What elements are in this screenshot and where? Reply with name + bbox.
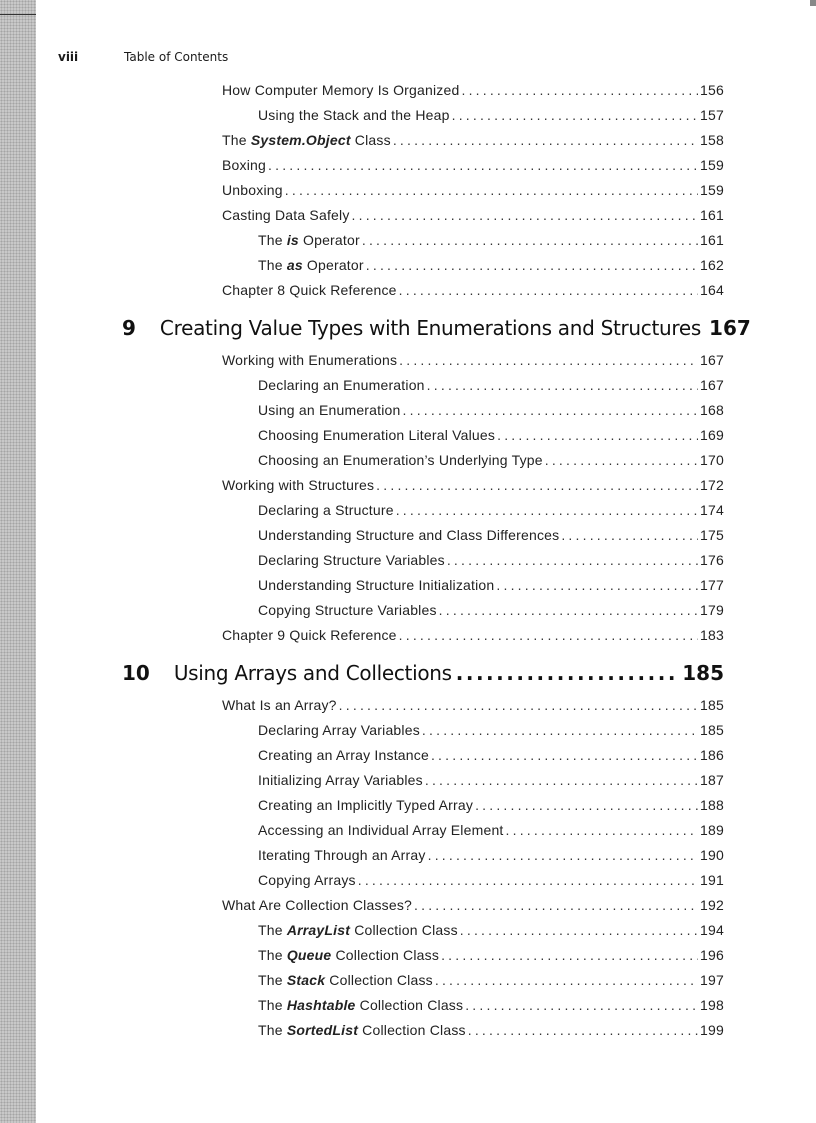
dot-leader — [352, 207, 699, 223]
toc-entry-page: 169 — [700, 427, 724, 443]
toc-entry-title: What Is an Array? — [222, 697, 337, 713]
dot-leader — [452, 107, 698, 123]
chapter-page: 167 — [709, 316, 751, 340]
toc-entry-title-prefix: The — [258, 257, 287, 273]
toc-entry-title-prefix: The — [258, 947, 287, 963]
toc-entry-page: 179 — [700, 602, 724, 618]
toc-entry-title-suffix: Class — [350, 132, 391, 148]
toc-entry — [258, 552, 724, 568]
toc-entry-page: 189 — [700, 822, 724, 838]
toc-entry-title-prefix: The — [258, 922, 287, 938]
toc-entry-title: Unboxing — [222, 182, 283, 198]
toc-entry — [258, 577, 724, 593]
toc-entry-title-prefix: The — [258, 232, 287, 248]
dot-leader — [425, 772, 698, 788]
dot-leader — [460, 922, 698, 938]
page-edge-strip — [0, 0, 36, 1123]
toc-entry-title: Using an Enumeration — [258, 402, 401, 418]
dot-leader — [496, 577, 698, 593]
dot-leader — [456, 661, 678, 685]
toc-entry — [258, 822, 724, 838]
dot-leader — [465, 997, 698, 1013]
toc-entry — [258, 452, 724, 468]
toc-entry — [258, 972, 724, 988]
toc-entry-title: Declaring a Structure — [258, 502, 394, 518]
dot-leader — [447, 552, 698, 568]
toc-entry — [258, 527, 724, 543]
dot-leader — [427, 377, 698, 393]
toc-entry-page: 186 — [700, 747, 724, 763]
toc-entry — [258, 1022, 724, 1038]
running-header — [58, 50, 228, 64]
toc-entry-title-suffix: Collection Class — [325, 972, 433, 988]
dot-leader — [399, 282, 698, 298]
toc-entry-title — [258, 997, 463, 1013]
dot-leader — [497, 427, 698, 443]
toc-entry-title: Declaring an Enumeration — [258, 377, 425, 393]
toc-entry — [222, 352, 724, 368]
dot-leader — [396, 502, 698, 518]
toc-entry-page: 167 — [700, 352, 724, 368]
toc-entry — [258, 797, 724, 813]
toc-entry-page: 177 — [700, 577, 724, 593]
toc-entry-page: 164 — [700, 282, 724, 298]
toc-entry — [258, 502, 724, 518]
toc-entry-page: 191 — [700, 872, 724, 888]
toc-entry-title: Boxing — [222, 157, 267, 173]
toc-entry-title-prefix: The — [258, 1022, 287, 1038]
dot-leader — [393, 132, 698, 148]
toc-entry — [258, 772, 724, 788]
toc-entry-page: 187 — [700, 772, 724, 788]
dot-leader — [545, 452, 698, 468]
dot-leader — [376, 477, 698, 493]
toc-entry-title-suffix: Operator — [302, 257, 364, 273]
toc-entry — [222, 477, 724, 493]
toc-entry — [258, 602, 724, 618]
corner-mark — [810, 0, 816, 6]
toc-entry-title: Working with Enumerations — [222, 352, 398, 368]
chapter-title: Using Arrays and Collections — [173, 661, 452, 685]
dot-leader — [561, 527, 698, 543]
toc-entry-page: 161 — [700, 207, 724, 223]
dot-leader — [403, 402, 699, 418]
toc-entry-title-prefix: The — [222, 132, 251, 148]
dot-leader — [441, 947, 698, 963]
chapter-number: 9 — [122, 316, 136, 340]
toc-entry-title: Creating an Array Instance — [258, 747, 429, 763]
dot-leader — [399, 352, 698, 368]
toc-entry-title: Iterating Through an Array — [258, 847, 426, 863]
toc-entry-title — [258, 947, 439, 963]
toc-entry — [222, 82, 724, 98]
toc-entry-title-suffix: Collection Class — [355, 997, 464, 1013]
toc-entry-keyword: ArrayList — [286, 922, 351, 938]
toc-entry — [222, 282, 724, 298]
toc-entry-page: 172 — [700, 477, 724, 493]
toc-entry-title: Understanding Structure and Class Differences — [258, 527, 560, 543]
toc-entry-page: 198 — [700, 997, 724, 1013]
toc-entry-page: 159 — [700, 182, 724, 198]
header-title: Table of Contents — [124, 50, 229, 64]
toc-entry-keyword: Queue — [286, 947, 332, 963]
chapter-heading — [122, 316, 751, 340]
toc-entry — [222, 132, 724, 148]
chapter-number: 10 — [122, 661, 150, 685]
toc-entry-page: 158 — [700, 132, 724, 148]
dot-leader — [399, 627, 698, 643]
toc-entry-page: 183 — [700, 627, 724, 643]
dot-leader — [439, 602, 698, 618]
toc-entry-title: Accessing an Individual Array Element — [258, 822, 504, 838]
toc-entry — [258, 947, 724, 963]
toc-entry — [222, 897, 724, 913]
toc-entry-title: How Computer Memory Is Organized — [222, 82, 460, 98]
dot-leader — [431, 747, 698, 763]
toc-entry — [258, 427, 724, 443]
toc-entry-title: Declaring Array Variables — [258, 722, 420, 738]
corner-rule — [0, 14, 36, 15]
toc-entry-title: What Are Collection Classes? — [222, 897, 413, 913]
toc-entry-title-suffix: Collection Class — [358, 1022, 466, 1038]
toc-entry-title-prefix: The — [258, 997, 287, 1013]
dot-leader — [358, 872, 698, 888]
toc-entry-page: 170 — [700, 452, 724, 468]
toc-entry-title — [258, 232, 360, 248]
toc-entry-page: 190 — [700, 847, 724, 863]
toc-entry-title-suffix: Collection Class — [350, 922, 458, 938]
chapter-title: Creating Value Types with Enumerations and Structures — [159, 316, 702, 340]
toc-entry-page: 159 — [700, 157, 724, 173]
dot-leader — [461, 82, 698, 98]
toc-entry-title: Chapter 9 Quick Reference — [222, 627, 397, 643]
toc-entry-page: 199 — [700, 1022, 724, 1038]
toc-entry — [258, 377, 724, 393]
toc-entry — [258, 107, 724, 123]
toc-entry-title — [258, 1022, 466, 1038]
toc-entry-title: Choosing Enumeration Literal Values — [258, 427, 496, 443]
dot-leader — [468, 1022, 698, 1038]
toc-entry-keyword: is — [286, 232, 299, 248]
toc-entry-title-prefix: The — [258, 972, 287, 988]
toc-entry — [222, 627, 724, 643]
toc-entry — [258, 872, 724, 888]
toc-entry-title — [258, 922, 458, 938]
toc-entry — [258, 847, 724, 863]
toc-entry — [222, 157, 724, 173]
toc-entry-page: 161 — [700, 232, 724, 248]
dot-leader — [435, 972, 698, 988]
toc-entry — [258, 232, 724, 248]
dot-leader — [428, 847, 698, 863]
toc-entry-title: Initializing Array Variables — [258, 772, 423, 788]
dot-leader — [285, 182, 698, 198]
toc-entry-title-suffix: Operator — [298, 232, 360, 248]
toc-entry-page: 192 — [700, 897, 724, 913]
toc-entry-keyword: System.Object — [250, 132, 351, 148]
toc-entry-page: 197 — [700, 972, 724, 988]
toc-entry-title — [258, 972, 433, 988]
toc-entry — [258, 257, 724, 273]
toc-entry — [258, 997, 724, 1013]
toc-entry — [258, 747, 724, 763]
toc-entry — [222, 182, 724, 198]
chapter-heading — [122, 661, 724, 685]
toc-entry-title: Understanding Structure Initialization — [258, 577, 495, 593]
toc-entry-page: 185 — [700, 722, 724, 738]
toc-entry-page: 196 — [700, 947, 724, 963]
toc-entry-page: 167 — [700, 377, 724, 393]
dot-leader — [339, 697, 698, 713]
toc-entry-title: Casting Data Safely — [222, 207, 350, 223]
toc-entry-title: Choosing an Enumeration’s Underlying Type — [258, 452, 543, 468]
toc-entry-title — [222, 132, 391, 148]
toc-entry-page: 174 — [700, 502, 724, 518]
toc-entry — [222, 207, 724, 223]
toc-entry-page: 185 — [700, 697, 724, 713]
dot-leader — [362, 232, 698, 248]
toc-entry — [258, 722, 724, 738]
toc-entry-page: 157 — [700, 107, 724, 123]
toc-entry-title: Copying Arrays — [258, 872, 356, 888]
toc-entry-title — [258, 257, 364, 273]
toc-entry — [258, 922, 724, 938]
toc-entry-keyword: SortedList — [286, 1022, 359, 1038]
dot-leader — [366, 257, 698, 273]
dot-leader — [422, 722, 698, 738]
toc-entry-keyword: Stack — [286, 972, 326, 988]
toc-entry-keyword: Hashtable — [286, 997, 356, 1013]
toc-entry-title: Chapter 8 Quick Reference — [222, 282, 397, 298]
toc-entry — [258, 402, 724, 418]
toc-entry-title: Working with Structures — [222, 477, 375, 493]
toc-entry-page: 194 — [700, 922, 724, 938]
toc-entry-title: Creating an Implicitly Typed Array — [258, 797, 474, 813]
toc-entry-page: 175 — [700, 527, 724, 543]
dot-leader — [506, 822, 699, 838]
toc-entry-title: Declaring Structure Variables — [258, 552, 445, 568]
toc-entry-page: 188 — [700, 797, 724, 813]
dot-leader — [414, 897, 698, 913]
toc-entry-page: 168 — [700, 402, 724, 418]
toc-entry-page: 162 — [700, 257, 724, 273]
toc-entry-keyword: as — [286, 257, 303, 273]
toc-entry-title: Copying Structure Variables — [258, 602, 437, 618]
chapter-page: 185 — [682, 661, 724, 685]
toc-entry — [222, 697, 724, 713]
toc-entry-title: Using the Stack and the Heap — [258, 107, 450, 123]
dot-leader — [475, 797, 698, 813]
toc-entry-title-suffix: Collection Class — [331, 947, 440, 963]
toc-entry-page: 156 — [700, 82, 724, 98]
toc-entry-page: 176 — [700, 552, 724, 568]
dot-leader — [268, 157, 698, 173]
header-page-number: viii — [58, 50, 79, 64]
